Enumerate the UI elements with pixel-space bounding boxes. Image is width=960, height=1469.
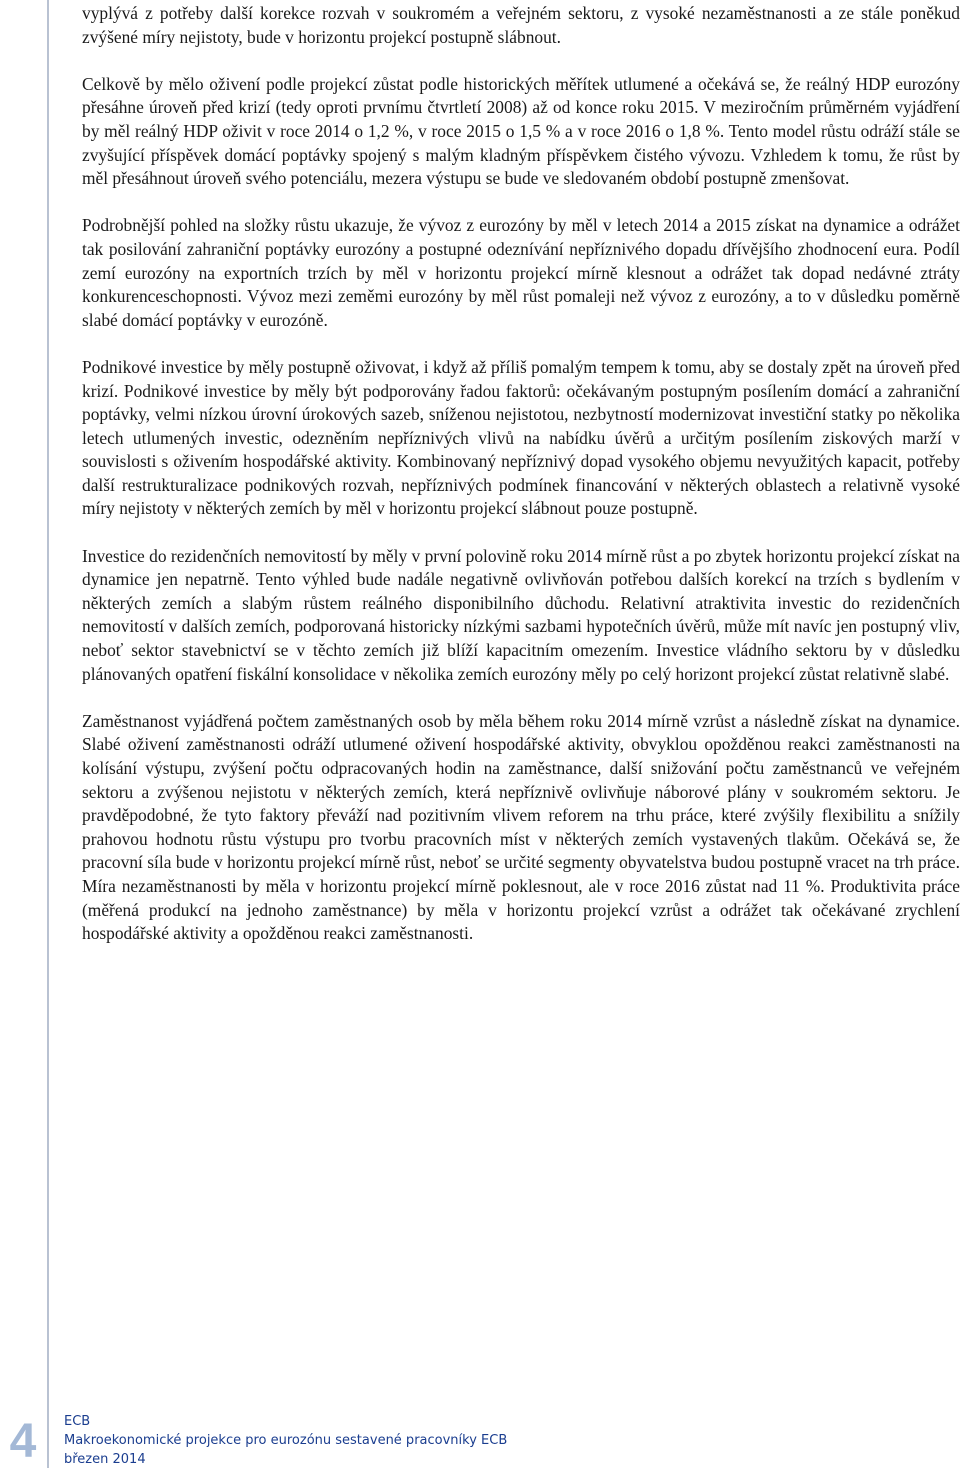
- document-body: [82, 2, 960, 969]
- left-margin-rule: [47, 0, 49, 1468]
- paragraph: Podnikové investice by měly postupně oživovat, i když až příliš pomalým tempem k tomu, aby se dostaly zpět na úroveň před krizí. Podnikové investice by měly být podporovány řadou faktorů: očekávaným postupným posílením domácí a zahraniční poptávky, velmi nízkou úrovní úrokových sazeb, sníženou nejistotou, nezbytností modernizovat investiční statky po několika letech utlumených investic, odezněním nepříznivých vlivů na nabídku úvěrů a určitým posílením ziskových marží v souvislosti s oživením hospodářské aktivity. Kombinovaný nepříznivý dopad vysokého objemu nevyužitých kapacit, potřeby další restrukturalizace podnikových rozvah, nepříznivých podmínek financování v některých oblastech a relativně vysoké míry nejistoty v některých zemích by měl v horizontu projekcí slábnout pouze postupně.: [82, 356, 960, 519]
- footer-citation: [64, 1412, 507, 1469]
- paragraph: Celkově by mělo oživení podle projekcí zůstat podle historických měřítek utlumené a očekává se, že reálný HDP eurozóny přesáhne úroveň před krizí (tedy oproti prvnímu čtvrtletí 2008) až od konce roku 2015. V meziročním průměrném vyjádření by měl reálný HDP oživit v roce 2014 o 1,2 %, v roce 2015 o 1,5 % a v roce 2016 o 1,8 %. Tento model růstu odráží stále se zvyšující příspěvek domácí poptávky spojený s malým kladným příspěvkem čistého vývozu. Vzhledem k tomu, že růst by měl přesáhnout úroveň svého potenciálu, mezera výstupu se bude ve sledovaném období postupně zmenšovat.: [82, 73, 960, 189]
- footer-publication-title: Makroekonomické projekce pro eurozónu sestavené pracovníky ECB: [64, 1433, 508, 1448]
- footer-org: ECB: [64, 1414, 91, 1429]
- paragraph: Investice do rezidenčních nemovitostí by měly v první polovině roku 2014 mírně růst a po zbytek horizontu projekcí získat na dynamice jen nepatrně. Tento výhled bude nadále negativně ovlivňován potřebou dalších korekcí na trzích s bydlením v některých zemích a slabým růstem reálného disponibilního důchodu. Relativní atraktivita investic do rezidenčních nemovitostí v dalších zemích, podporovaná historicky nízkými sazbami hypotečních úvěrů, může mít navíc jen postupný vliv, neboť sektor stavebnictví se v těchto zemích již blíží kapacitním omezením. Investice vládního sektoru by v důsledku plánovaných opatření fiskální konsolidace v několika zemích eurozóny měly po celý horizont projekcí zůstat relativně slabé.: [82, 545, 960, 684]
- paragraph: vyplývá z potřeby další korekce rozvah v soukromém a veřejném sektoru, z vysoké nezaměstnanosti a ze stále poněkud zvýšené míry nejistoty, bude v horizontu projekcí postupně slábnout.: [82, 3, 960, 47]
- footer-date: březen 2014: [64, 1452, 146, 1467]
- page-number: 4: [9, 1415, 37, 1468]
- paragraph: Podrobnější pohled na složky růstu ukazuje, že vývoz z eurozóny by měl v letech 2014 a 2015 získat na dynamice a odrážet tak posilování zahraniční poptávky eurozóny a postupné odeznívání nepříznivého dopadu dřívějšího zhodnocení eura. Podíl zemí eurozóny na exportních trzích by měl v horizontu projekcí mírně klesnout a odrážet tak dopad nedávné ztráty konkurenceschopnosti. Vývoz mezi zeměmi eurozóny by měl růst pomaleji než vývoz z eurozóny, a to v důsledku poměrně slabé domácí poptávky v eurozóně.: [82, 215, 960, 330]
- paragraph: Zaměstnanost vyjádřená počtem zaměstnaných osob by měla během roku 2014 mírně vzrůst a následně získat na dynamice. Slabé oživení zaměstnanosti odráží utlumené oživení hospodářské aktivity, obvyklou opožděnou reakci zaměstnanosti na kolísání výstupu, zvýšení počtu odpracovaných hodin na zaměstnance, další snižování počtu zaměstnanců ve veřejném sektoru a zvýšenou nejistotu v některých zemích, která nepříznivě ovlivňuje náborové plány v soukromém sektoru. Je pravděpodobné, že tyto faktory převáží nad pozitivním vlivem reforem na trhu práce, které zvýšily flexibilitu a snížily prahovou hodnotu růstu výstupu pro tvorbu pracovních míst v některých zemích vystavených tlakům. Očekává se, že pracovní síla bude v horizontu projekcí mírně růst, neboť se určité segmenty obyvatelstva budou postupně vracet na trh práce. Míra nezaměstnanosti by měla v horizontu projekcí mírně poklesnout, ale v roce 2016 zůstat nad 11 %. Produktivita práce (měřená produkcí na jednoho zaměstnance) by měla v horizontu projekcí vzrůst a odrážet tak očekávané zrychlení hospodářské aktivity a opožděnou reakci zaměstnanosti.: [82, 710, 960, 944]
- page-footer: [0, 1406, 960, 1468]
